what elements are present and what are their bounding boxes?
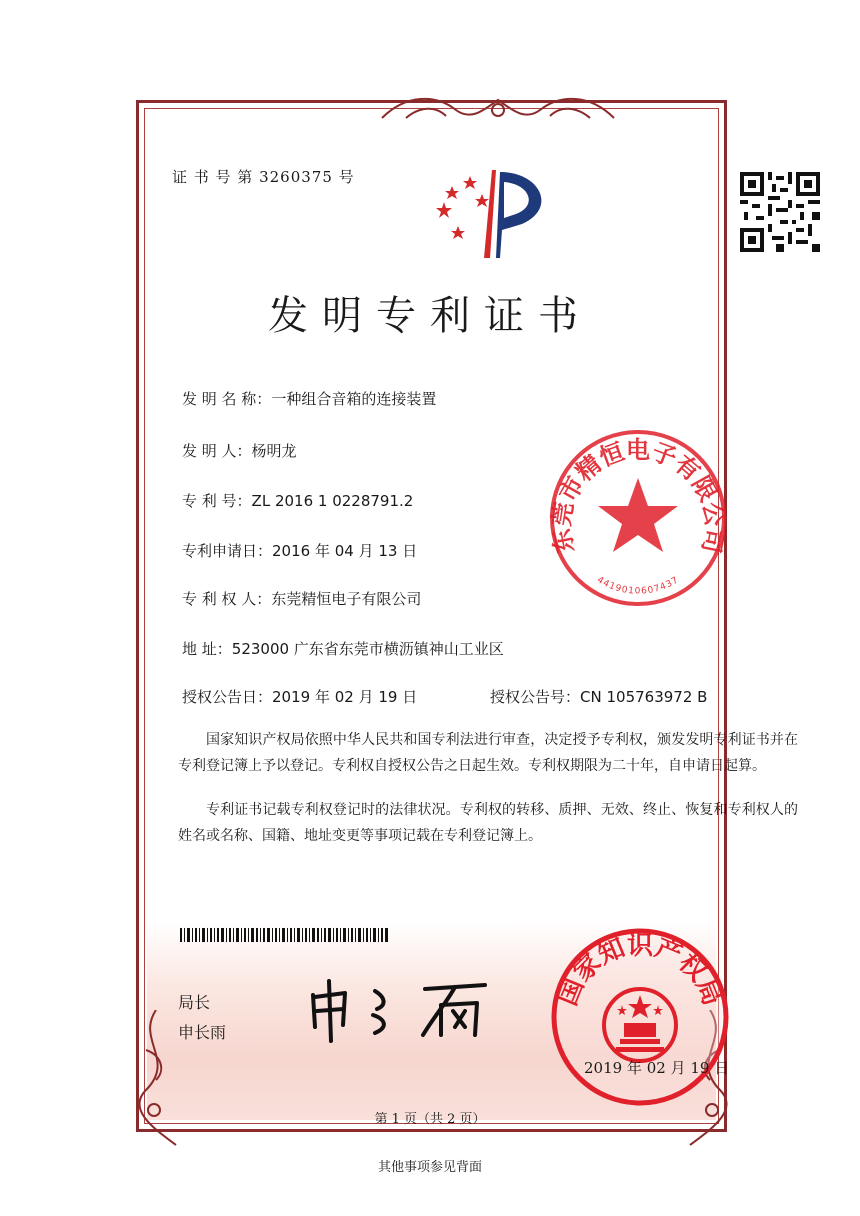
field-filing-date (182, 540, 417, 561)
field-value: 2019 年 02 月 19 日 (272, 688, 418, 706)
field-inventor (182, 440, 297, 461)
statement-paragraph: 专利证书记载专利权登记时的法律状况。专利权的转移、质押、无效、终止、恢复和专利权人的姓名或名称、国籍、地址变更等事项记载在专利登记簿上。 (178, 802, 798, 844)
field-value: 东莞精恒电子有限公司 (271, 590, 422, 608)
field-grant-date (182, 686, 417, 707)
field-label: 发 明 人： (182, 442, 252, 460)
signatory-name: 申长雨 (178, 1023, 227, 1042)
field-invention-name (182, 388, 436, 409)
field-value: 一种组合音箱的连接装置 (271, 390, 437, 408)
signature-icon (305, 975, 495, 1045)
field-value: ZL 2016 1 0228791.2 (251, 492, 414, 510)
field-label: 专利申请日： (182, 542, 273, 560)
page-number: 第 1 页（共 2 页） (374, 1112, 486, 1127)
office-seal-icon (548, 925, 732, 1109)
field-label: 授权公告号： (490, 688, 581, 706)
field-patent-number (182, 490, 413, 511)
svg-text:4419010607437 (595, 575, 681, 597)
field-value: 杨明龙 (251, 442, 297, 460)
patent-emblem-icon (430, 168, 560, 260)
field-value: 523000 广东省东莞市横沥镇神山工业区 (231, 640, 504, 658)
field-value: 2016 年 04 月 13 日 (272, 542, 418, 560)
field-label: 发 明 名 称： (182, 390, 272, 408)
field-address (182, 638, 504, 659)
certificate-number: 证 书 号 第 3260375 号 (172, 168, 355, 186)
company-seal-icon (546, 426, 730, 610)
field-label: 授权公告日： (182, 688, 273, 706)
statement-paragraph: 国家知识产权局依照中华人民共和国专利法进行审查，决定授予专利权，颁发发明专利证书并在专利登记簿上予以登记。专利权自授权公告之日起生效。专利权期限为二十年，自申请日起算。 (178, 732, 798, 774)
company-seal-text: 东莞市精恒电子有限公司 (547, 436, 729, 556)
bottom-left-ornament-icon (126, 1010, 186, 1150)
barcode-icon (180, 928, 388, 942)
field-label: 专 利 号： (182, 492, 252, 510)
field-patentee (182, 588, 421, 609)
company-seal-code: 4419010607437 (595, 575, 681, 597)
field-grant-number (490, 686, 707, 707)
field-label: 专 利 权 人： (182, 590, 272, 608)
page-title: 发明专利证书 (268, 293, 592, 339)
office-seal-text: 国家知识产权局 (552, 931, 728, 1010)
top-ornament-icon (376, 88, 620, 128)
field-label: 地 址： (182, 640, 232, 658)
issue-date: 2019 年 02 月 19 日 (584, 1059, 730, 1077)
signatory-role: 局长 (178, 993, 211, 1012)
footer-note: 其他事项参见背面 (377, 1160, 482, 1175)
qr-code-icon (740, 172, 820, 252)
field-value: CN 105763972 B (580, 688, 708, 706)
